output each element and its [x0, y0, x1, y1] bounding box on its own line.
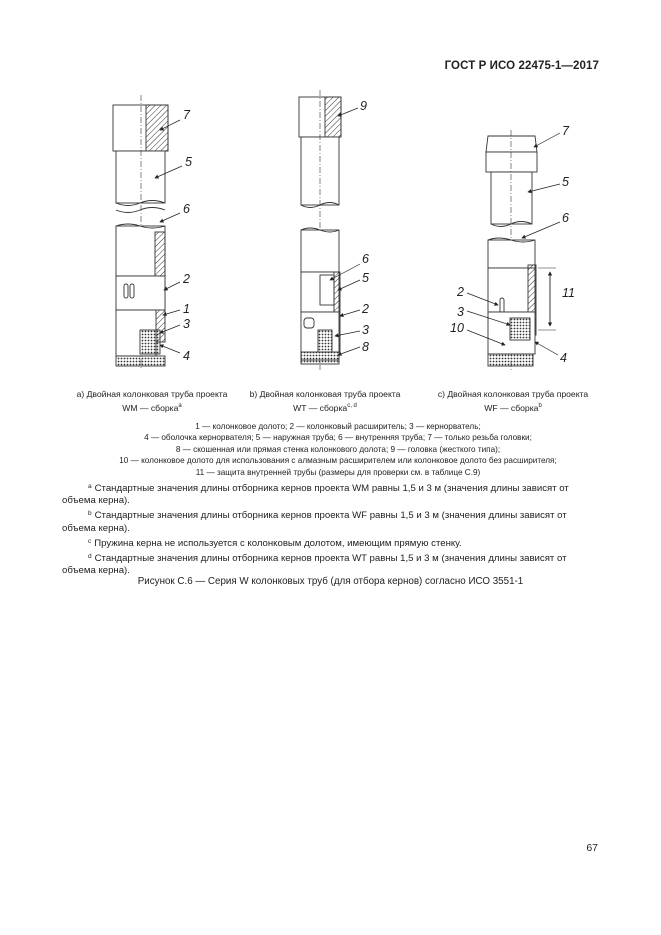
callout-2: 2	[362, 302, 369, 316]
callout-5: 5	[362, 271, 369, 285]
callout-4: 4	[560, 351, 567, 365]
callout-3: 3	[362, 323, 369, 337]
callout-5: 5	[562, 175, 569, 189]
callout-3: 3	[183, 317, 190, 331]
legend-line: 11 — защита внутренней трубы (размеры для проверки см. в таблице С.9)	[195, 467, 481, 477]
callout-10: 10	[450, 321, 464, 335]
footnote-d: $^d$ Стандартные значения длины отборника кернов проекта WT равны 1,5 и 3 м (значения длины зависят от объема керна).	[62, 552, 567, 576]
callout-2: 2	[457, 285, 464, 299]
footnotes	[62, 481, 602, 578]
document-header: ГОСТ Р ИСО 22475-1—2017	[444, 60, 599, 72]
figure-legend	[60, 421, 616, 478]
callout-6: 6	[562, 211, 569, 225]
caption-wf: c) Двойная колонковая труба проекта WF — сборка$^b$	[437, 389, 589, 413]
callout-7: 7	[562, 124, 569, 138]
legend-line: 8 — скошенная или прямая стенка колонкового долота; 9 — головка (жесткого типа);	[175, 444, 501, 454]
callout-6: 6	[362, 252, 369, 266]
caption-wt: b) Двойная колонковая труба проекта WT — сборка$^{c, d}$	[249, 389, 401, 413]
legend-line: 4 — оболочка кернорвателя; 5 — наружная труба; 6 — внутренняя труба; 7 — только резьба головки;	[144, 433, 532, 443]
core-barrel-figure	[0, 0, 661, 400]
footnote-c: $^c$ Пружина керна не используется с колонковым долотом, имеющим прямую стенку.	[88, 537, 462, 549]
callout-7: 7	[183, 108, 190, 122]
callout-2: 2	[183, 272, 190, 286]
core-barrel-wt-drawing	[299, 90, 341, 370]
callout-6: 6	[183, 202, 190, 216]
page-number: 67	[586, 842, 598, 854]
caption-wm: a) Двойная колонковая труба проекта WM — сборка$^a$	[76, 389, 228, 413]
footnote-b: $^b$ Стандартные значения длины отборника кернов проекта WF равны 1,5 и 3 м (значения длины зависят от объема керна).	[62, 510, 567, 534]
callout-1: 1	[183, 302, 190, 316]
legend-line: 10 — колонковое долото для использования с алмазным расширителем или колонковое долото без расширителя;	[119, 456, 557, 466]
callout-11: 11	[562, 286, 575, 300]
callout-8: 8	[362, 340, 369, 354]
figure-title: Рисунок С.6 — Серия W колонковых труб (для отбора кернов) согласно ИСО 3551-1	[137, 576, 524, 587]
callout-9: 9	[360, 99, 367, 113]
callout-4: 4	[183, 349, 190, 363]
core-barrel-wm-drawing	[113, 95, 168, 370]
callout-5: 5	[185, 155, 192, 169]
footnote-a: $^a$ Стандартные значения длины отборника кернов проекта WM равны 1,5 и 3 м (значения длины зависят от объема керна).	[62, 483, 569, 507]
core-barrel-wf-drawing	[486, 130, 537, 372]
callout-3: 3	[457, 305, 464, 319]
legend-line: 1 — колонковое долото; 2 — колонковый расширитель; 3 — кернорватель;	[195, 422, 481, 431]
